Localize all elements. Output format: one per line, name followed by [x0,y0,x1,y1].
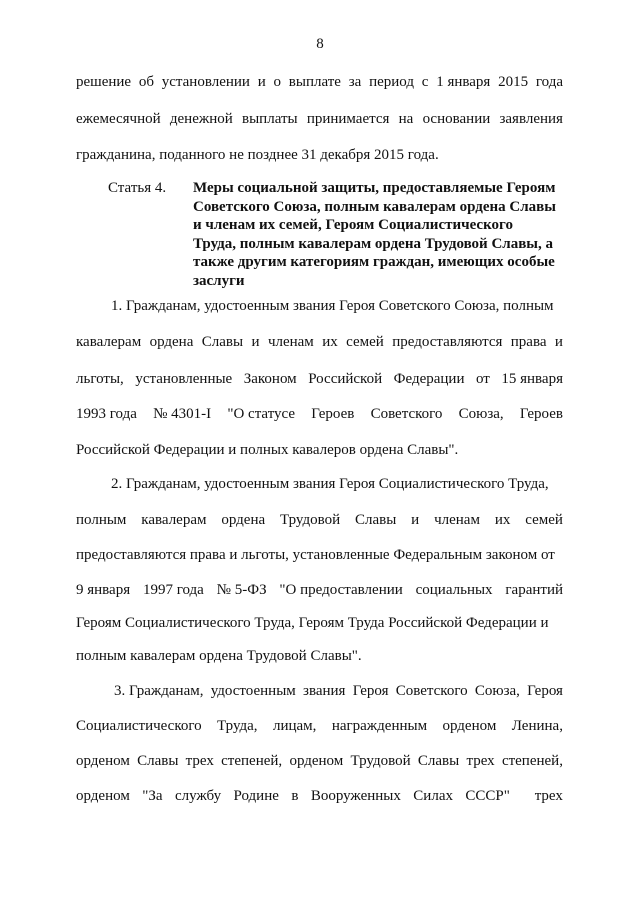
word: Героя [352,683,389,699]
word: орденом [289,753,344,769]
word: Славы [354,512,397,528]
text-line [76,73,563,91]
word: Славы [137,753,179,769]
word: их [322,334,338,350]
word: и [411,512,420,528]
word: Трудовой [350,753,411,769]
text-line [76,787,563,805]
text-line [76,511,563,529]
word: кавалерам [141,512,207,528]
text-line: гражданина, поданного не позднее 31 декабря 2015 года. [76,147,439,163]
word: "О предоставлении [279,582,403,598]
word: степеней, [221,753,283,769]
word: заявления [499,111,563,127]
article-title-line: и членам их семей, Героям Социалистического [193,217,513,233]
word: орденом [76,753,130,769]
word: от [476,371,490,387]
word: Героев [311,406,355,422]
word: кавалерам [76,334,142,350]
word: установлении [161,74,250,90]
word: Законом [243,371,297,387]
word: трех [534,788,563,804]
word: выплаты [242,111,298,127]
word: установленные [135,371,233,387]
word: 1 января [436,74,491,90]
word: Социалистического [76,718,202,734]
word: трех [466,753,495,769]
word: 9 января [76,582,131,598]
article-title-line: Советского Союза, полным кавалерам ордена Славы [193,198,556,215]
text-line: полным кавалерам ордена Трудовой Славы". [76,648,362,664]
word: и [554,334,563,350]
word: за [348,74,362,90]
word: решение [76,74,132,90]
word: Союза, [474,683,520,699]
word: их [494,512,511,528]
text-line: предоставляются права и льготы, установленные Федеральным законом от [76,547,555,563]
word: Славы [417,753,460,769]
word: членам [434,512,480,528]
word: предоставляются [392,334,503,350]
word: орденом [76,788,130,804]
word: Героев [519,406,563,422]
article-title-line: Труда, полным кавалерам ордена Трудовой Славы, а [193,235,554,252]
word: социальных [415,582,493,598]
word: об [138,74,154,90]
word: членам [267,334,314,350]
text-line [76,110,563,128]
word: Героя [527,683,563,699]
word: награжденным [331,718,428,734]
word: ежемесячной [76,111,161,127]
word: "О статусе [227,406,296,422]
word: трех [185,753,214,769]
word: № 4301-I [153,406,212,422]
word: 15 января [501,371,563,387]
word: выплате [288,74,341,90]
text-line: 2. Гражданам, удостоенным звания Героя Социалистического Труда, [111,476,549,492]
word: принимается [306,111,390,127]
word: 1993 года [76,406,137,422]
text-line [114,682,563,700]
article-title-line: Меры социальной защиты, предоставляемые Героям [193,180,556,196]
word: звания [303,683,346,699]
word: и [251,334,260,350]
word: Родине [233,788,279,804]
text-line [76,717,563,735]
word: Федерации [393,371,465,387]
word: полным [76,512,127,528]
word: Трудовой [280,512,341,528]
word: льготы, [76,371,124,387]
word: Ленина, [511,718,563,734]
word: № 5-ФЗ [216,582,267,598]
word: Труда, [217,718,258,734]
word: в [291,788,299,804]
word: права [510,334,547,350]
word: семей [346,334,384,350]
text-line [76,581,563,599]
word: денежной [169,111,233,127]
text-line [76,752,563,770]
word: ордена [221,512,266,528]
word: степеней, [501,753,563,769]
word: Российской [308,371,383,387]
word: службу [174,788,222,804]
text-line [76,405,563,423]
word: орденом [442,718,497,734]
article-title-line: также другим категориям граждан, имеющих особые [193,254,555,270]
word: Вооруженных [310,788,401,804]
word: 1997 года [142,582,204,598]
word: 3. Гражданам, [114,683,204,699]
text-line [76,333,563,351]
word: года [535,74,563,90]
text-line: 1. Гражданам, удостоенным звания Героя Советского Союза, полным [111,298,554,314]
text-line [76,370,563,388]
word: и [257,74,266,90]
text-line: Российской Федерации и полных кавалеров ордена Славы". [76,442,459,458]
word: о [273,74,282,90]
word: ордена [149,334,194,350]
word: семей [525,512,563,528]
word: "За [142,788,163,804]
word: СССР" [465,788,510,804]
page-number: 8 [316,36,324,52]
text-line: Героям Социалистического Труда, Героям Труда Российской Федерации и [76,615,549,631]
word: 2015 [498,74,529,90]
word: Советского [395,683,468,699]
word: Славы [201,334,244,350]
word: гарантий [505,582,563,598]
word: Силах [413,788,453,804]
word: период [369,74,414,90]
word: основании [422,111,491,127]
word: лицам, [272,718,317,734]
word: Союза, [458,406,504,422]
article-label: Статья 4. [108,180,167,196]
article-title-line: заслуги [193,272,245,289]
word: с [421,74,429,90]
word: удостоенным [210,683,296,699]
word: на [398,111,414,127]
word: Советского [370,406,443,422]
article-title [193,179,563,290]
